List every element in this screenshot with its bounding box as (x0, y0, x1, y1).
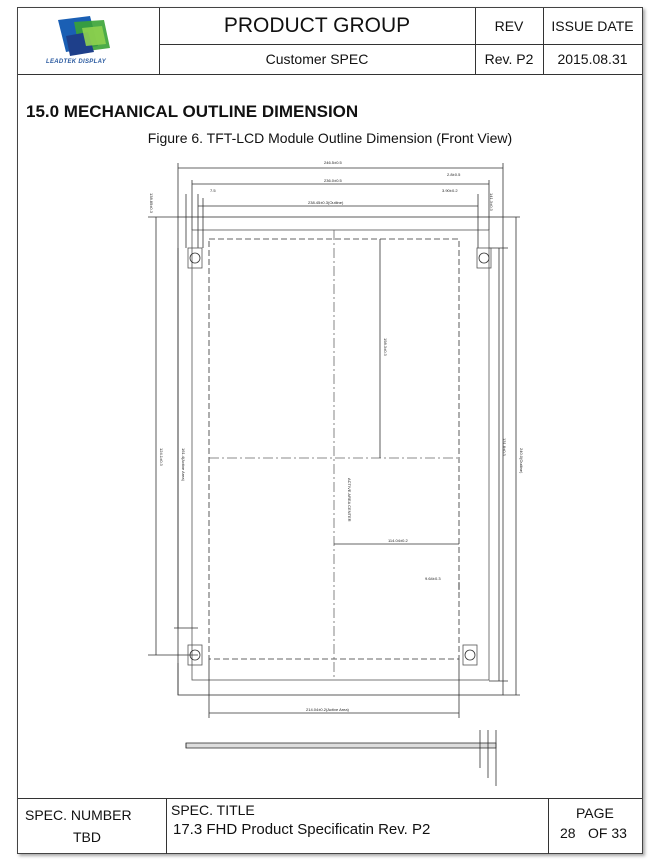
dim-right-outline: 240.0(Outline) (519, 448, 524, 474)
dim-top-4: 3.90±0.2 (442, 188, 458, 193)
issue-date-label: ISSUE DATE (543, 8, 642, 45)
dim-top-2: 236.0±0.5 (324, 178, 342, 183)
dim-small: 9.64±0.3 (425, 576, 441, 581)
document-footer (18, 798, 642, 854)
page-label: PAGE (576, 805, 614, 821)
mount-hole-top-left (190, 253, 200, 263)
section-title: 15.0 MECHANICAL OUTLINE DIMENSION (26, 102, 359, 121)
mechanical-drawing (18, 8, 642, 798)
logo-text: LEADTEK DISPLAY (46, 59, 107, 65)
mount-hole-top-right (479, 253, 489, 263)
dim-top-overall: 246.5±0.5 (324, 160, 342, 165)
dim-center-h: 114.04±0.2 (388, 538, 408, 543)
dim-vertical-center: 198.3±0.3 (383, 338, 388, 356)
spec-page (17, 7, 643, 854)
spec-number-label: SPEC. NUMBER (25, 807, 132, 823)
dim-left-2: 138.85±0.3 (149, 193, 154, 213)
spec-title-label: SPEC. TITLE (171, 802, 255, 818)
dim-aa-center: ACTIVE AREA CENTER (347, 478, 352, 522)
figure-caption: Figure 6. TFT-LCD Module Outline Dimension (Front View) (147, 130, 513, 146)
spec-number-cell (18, 799, 167, 854)
page-of: OF 33 (588, 825, 627, 841)
rev-value: Rev. P2 (475, 44, 544, 74)
product-group-title: PRODUCT GROUP (159, 8, 476, 45)
dim-outline: 238.45±0.3(Outline) (308, 200, 344, 205)
spec-title-cell (166, 799, 549, 854)
dim-right-2: 141.3±0.3 (489, 193, 494, 211)
dim-active-horizontal: 214.04±0.2(Active Area) (306, 707, 349, 712)
page-current: 28 (560, 825, 576, 841)
spec-title-value: 17.3 FHD Product Specificatin Rev. P2 (173, 821, 431, 838)
dim-left-1: 124.1±0.3 (159, 448, 164, 466)
dim-active-vertical: 161.4(Active Area) (181, 448, 186, 481)
dim-top-3: 2.8±0.5 (447, 172, 461, 177)
bezel-outline (192, 230, 489, 680)
rev-label: REV (475, 8, 544, 45)
spec-number-value: TBD (73, 829, 101, 845)
dim-75: 7.5 (210, 188, 216, 193)
mount-hole-bottom-right (465, 650, 475, 660)
dim-right-1: 131.8±0.3 (502, 438, 507, 456)
issue-date-value: 2015.08.31 (557, 51, 628, 67)
module-outline (178, 217, 503, 695)
page-cell (548, 799, 642, 854)
customer-spec-label: Customer SPEC (159, 44, 476, 74)
side-view-panel (186, 743, 496, 748)
